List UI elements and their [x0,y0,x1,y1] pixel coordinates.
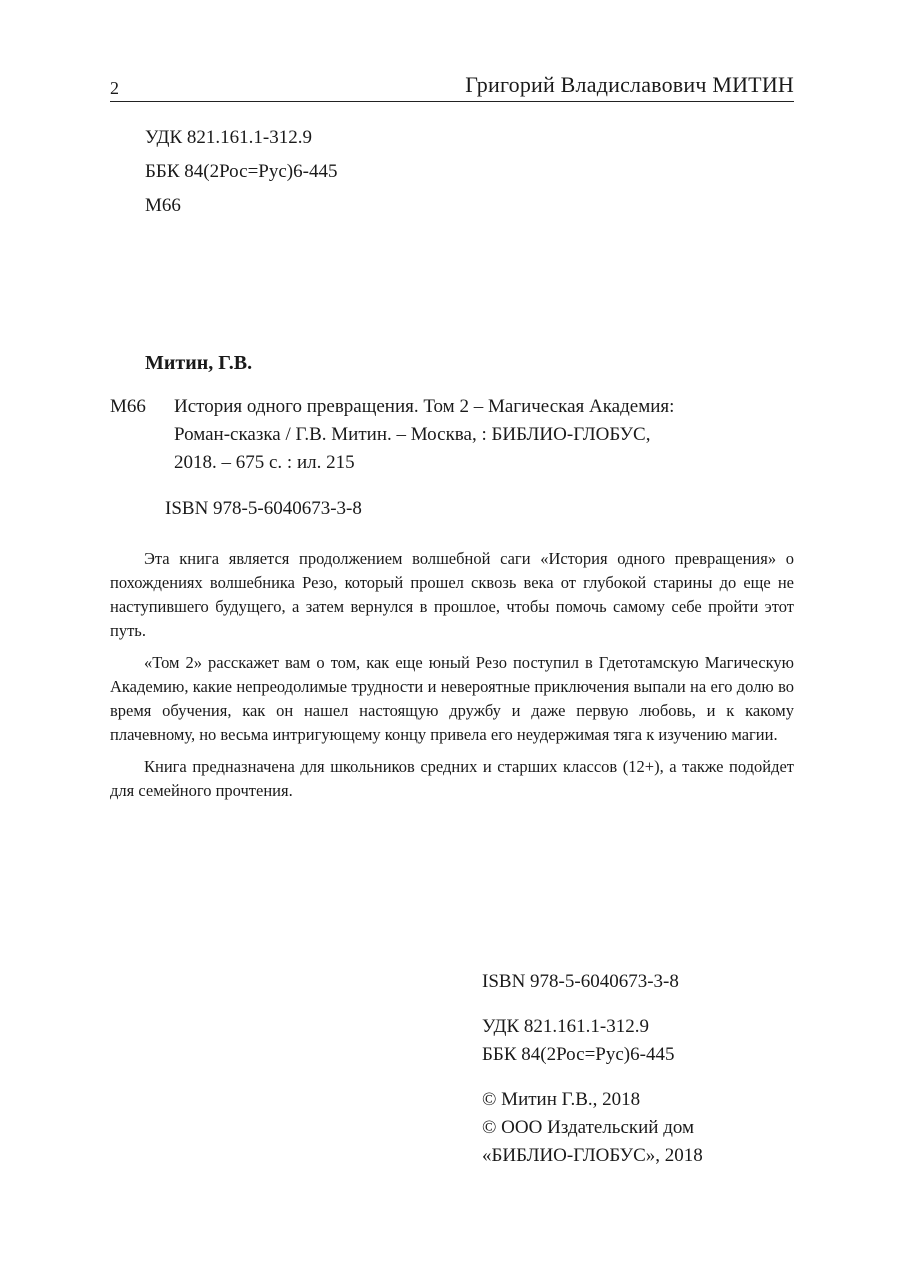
page-number: 2 [110,78,119,98]
bibliographic-code: М66 [110,396,146,417]
page-header [110,70,794,102]
annotation-paragraph: «Том 2» расскажет вам о том, как еще юный Резо поступил в Гдетотамскую Магическую Академию, какие непреодолимые трудности и невероятные приключения выпали на его долю во время обучения, как он нашел настоящую дружбу и даже первую любовь, и к какому плачевному, но весьма интригующему концу привела его неудержимая тяга к изучению магии. [110,653,794,744]
classification-top [145,121,337,223]
running-head: Григорий Владиславович МИТИН [465,72,794,97]
annotation-paragraph: Эта книга является продолжением волшебной саги «История одного превращения» о похождениях волшебника Резо, который прошел сквозь века от глубокой старины до еще не наступившего будущего, а затем вернулся в прошлое, чтобы помочь самому себе пройти этот путь. [110,549,794,640]
bibliographic-line: Роман-сказка / Г.В. Митин. – Москва, : БИБЛИО-ГЛОБУС, [174,424,651,445]
bibliographic-author: Митин, Г.В. [145,352,253,374]
udk-code-bottom: УДК 821.161.1-312.9 [482,1016,649,1037]
bbk-code: ББК 84(2Рос=Рус)6-445 [145,161,338,182]
bibliographic-line: История одного превращения. Том 2 – Магическая Академия: [174,396,675,417]
annotation [110,547,794,811]
copyright-publisher: © ООО Издательский дом [482,1117,695,1138]
udk-code: УДК 821.161.1-312.9 [145,127,312,148]
bibliographic-description [174,393,800,477]
header-rule [110,101,794,102]
classification-bottom [482,968,703,1170]
bibliographic-line: 2018. – 675 с. : ил. 215 [174,452,355,473]
copyright-publisher-name: «БИБЛИО-ГЛОБУС», 2018 [482,1145,703,1166]
isbn-main: ISBN 978-5-6040673-3-8 [165,498,362,519]
annotation-paragraph: Книга предназначена для школьников средних и старших классов (12+), а также подойдет для семейного прочтения. [110,757,794,800]
isbn-bottom: ISBN 978-5-6040673-3-8 [482,971,679,992]
bbk-code-bottom: ББК 84(2Рос=Рус)6-445 [482,1044,675,1065]
copyright-author: © Митин Г.В., 2018 [482,1089,641,1110]
author-sign: М66 [145,195,181,216]
